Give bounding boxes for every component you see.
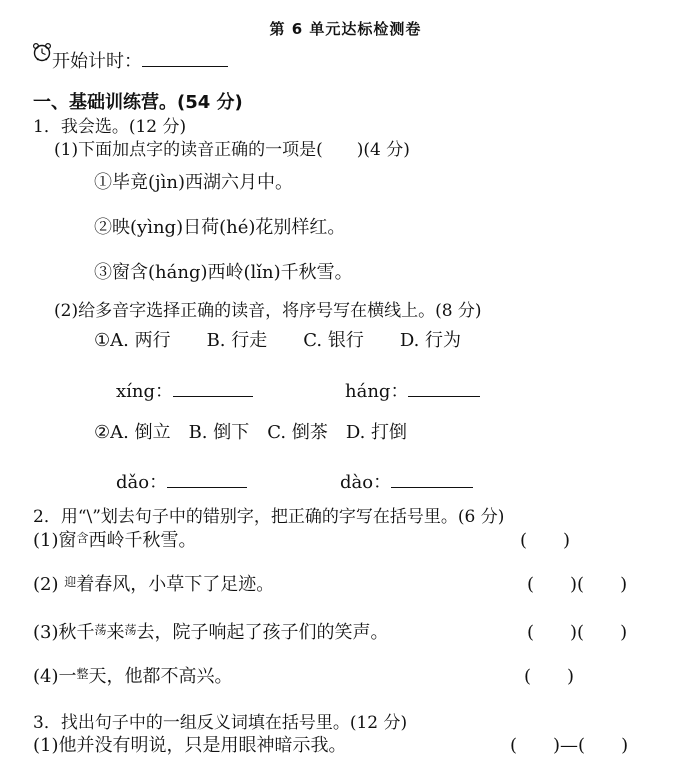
dao3-blank[interactable] [167, 487, 247, 488]
xing-row [116, 377, 253, 403]
clock-icon [32, 42, 52, 62]
hang-row [345, 377, 480, 403]
wrong-char: 荡 [94, 623, 107, 637]
timer-row [52, 47, 228, 73]
q1-part2-prompt: (2)给多音字选择正确的读音，将序号写在横线上。(8 分) [54, 301, 482, 321]
q2-item-2-answer[interactable]: ( )( ) [527, 574, 628, 595]
q3-item-1-answer[interactable]: ( )—( ) [510, 735, 629, 756]
q2-item-2: (2) $^迎$着春风，小草下了足迹。 [33, 574, 275, 595]
page-title: 第 6 单元达标检测卷 [269, 20, 422, 38]
q1-group1-options: ①A. 两行 B. 行走 C. 银行 D. 行为 [94, 330, 462, 351]
q2-item-1-answer[interactable]: ( ) [520, 530, 571, 551]
wrong-char: 迎 [64, 575, 77, 589]
q2-item-4-answer[interactable]: ( ) [524, 666, 575, 687]
dao3-label: dǎo： [116, 472, 168, 493]
timer-label: 开始计时： [52, 51, 142, 72]
hang-label: háng： [345, 381, 409, 402]
dao4-row [340, 468, 473, 494]
q3-item-1: (1)他并没有明说，只是用眼神暗示我。 [33, 735, 347, 756]
timer-blank[interactable] [142, 66, 228, 67]
xing-blank[interactable] [173, 396, 253, 397]
q1-option-3: ③窗含(háng)西岭(lǐn)千秋雪。 [94, 262, 353, 283]
q1-heading: 1．我会选。(12 分) [33, 117, 187, 137]
section1-heading: 一、基础训练营。(54 分) [33, 92, 243, 113]
wrong-char: 含 [76, 531, 89, 545]
dao3-row [116, 468, 247, 494]
q2-item-3-answer[interactable]: ( )( ) [527, 622, 628, 643]
xing-label: xíng： [116, 381, 174, 402]
q1-group2-options: ②A. 倒立 B. 倒下 C. 倒茶 D. 打倒 [94, 422, 408, 443]
q2-item-3: (3)秋千$^荡$来$^荡$去，院子响起了孩子们的笑声。 [33, 622, 389, 643]
wrong-char: 整 [76, 667, 89, 681]
dao4-blank[interactable] [391, 487, 473, 488]
dao4-label: dào： [340, 472, 392, 493]
q2-item-4: (4)一$^整$天，他都不高兴。 [33, 666, 233, 687]
q2-item-1: (1)窗$^含$西岭千秋雪。 [33, 530, 197, 551]
q1-part1-prompt: (1)下面加点字的读音正确的一项是( )(4 分) [54, 140, 410, 160]
q1-option-1: ①毕竟(jìn)西湖六月中。 [94, 172, 293, 193]
hang-blank[interactable] [408, 396, 480, 397]
q3-heading: 3．找出句子中的一组反义词填在括号里。(12 分) [33, 713, 408, 733]
wrong-char: 荡 [124, 623, 137, 637]
q2-heading: 2．用“\”划去句子中的错别字，把正确的字写在括号里。(6 分) [33, 507, 505, 527]
q1-option-2: ②映(yìng)日荷(hé)花别样红。 [94, 217, 346, 238]
